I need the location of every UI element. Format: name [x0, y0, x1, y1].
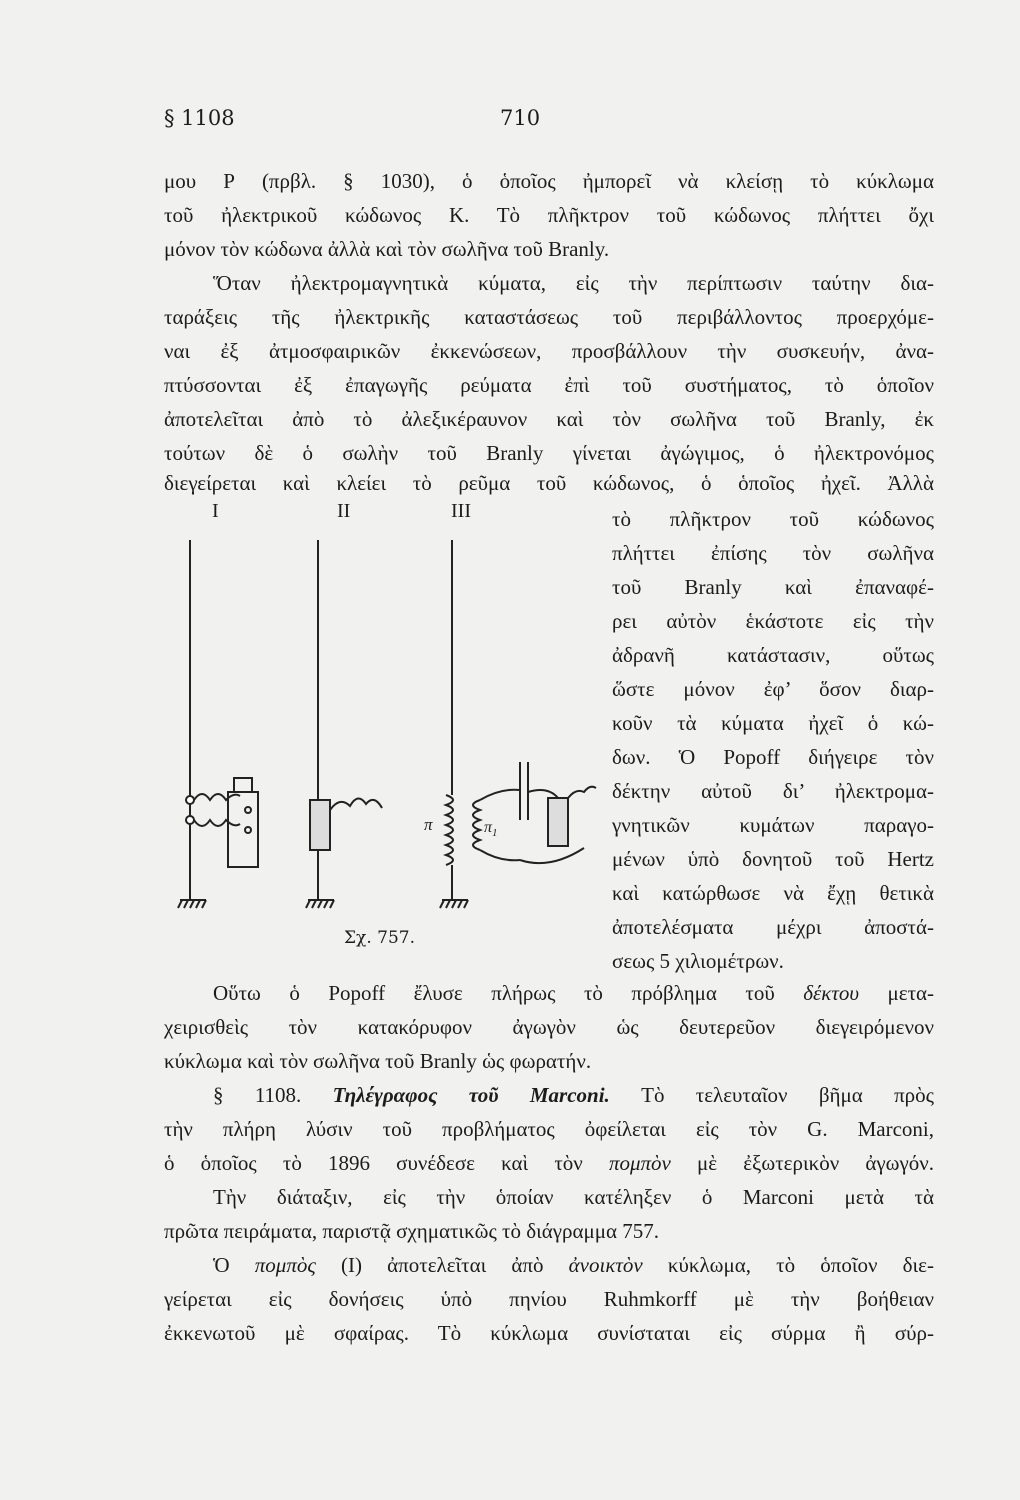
- side-text-line: μένων ὑπὸ δονητοῦ τοῦ Hertz: [612, 847, 934, 871]
- text-run: (I) ἀποτελεῖται ἀπὸ: [315, 1253, 569, 1277]
- section-heading-line: [213, 1080, 934, 1110]
- text-line: διεγείρεται καὶ κλείει τὸ ρεῦμα τοῦ κώδωνος, ὁ ὁποῖος ἠχεῖ. Ἀλλὰ: [164, 471, 934, 495]
- side-text-line: τὸ πλῆκτρον τοῦ κώδωνος: [612, 507, 934, 531]
- coherer-II: [310, 800, 330, 850]
- side-text-line: δων. Ὁ Popoff διήγειρε τὸν: [612, 745, 934, 769]
- text-line: πρῶτα πειράματα, παριστᾷ σχηματικῶς τὸ διάγραμμα 757.: [164, 1219, 660, 1243]
- text-line: ταράξεις τῆς ἠλεκτρικῆς καταστάσεως τοῦ περιβάλλοντος προερχόμε-: [164, 305, 934, 329]
- pi-label: π: [424, 815, 433, 834]
- side-text-line: κοῦν τὰ κύματα ἠχεῖ ὁ κώ-: [612, 711, 934, 735]
- text-run: ὁ ὁποῖος τὸ 1896 συνέδεσε καὶ τὸν: [164, 1151, 609, 1175]
- text-line: κύκλωμα καὶ τὸν σωλῆνα τοῦ Branly ὡς φωρατήν.: [164, 1049, 592, 1073]
- italic-term: ἀνοικτὸν: [568, 1253, 643, 1277]
- text-line: πτύσσονται ἐξ ἐπαγωγῆς ρεύματα ἐπὶ τοῦ συστήματος, τὸ ὁποῖον: [164, 373, 934, 397]
- spark-ball: [186, 816, 194, 824]
- text-run: μὲ ἐξωτερικὸν ἀγωγόν.: [670, 1151, 934, 1175]
- ruhmkorff-coil: [228, 792, 258, 867]
- page-number: 710: [500, 106, 541, 130]
- text-run: κύκλωμα, τὸ ὁποῖον διε-: [642, 1253, 934, 1277]
- italic-term: πομπὸν: [608, 1151, 671, 1175]
- text-run: Οὕτω ὁ Popoff ἔλυσε πλήρως τὸ πρόβλημα τοῦ: [213, 981, 804, 1005]
- figure-label-I: I: [212, 500, 219, 522]
- text-line: Ὅταν ἠλεκτρομαγνητικὰ κύματα, εἰς τὴν περίπτωσιν ταύτην δια-: [213, 271, 934, 295]
- primary-coil: [446, 795, 453, 865]
- pi1-label: [484, 819, 498, 839]
- side-text-line: ρει αὐτὸν ἑκάστοτε εἰς τὴν: [612, 609, 934, 633]
- text-line: ἐκκενωτοῦ μὲ σφαίρας. Τὸ κύκλωμα συνίσταται εἰς σύρμα ἢ σύρ-: [164, 1321, 934, 1345]
- italic-term: δέκτου: [803, 981, 859, 1005]
- text-line: μόνον τὸν κώδωνα ἀλλὰ καὶ τὸν σωλῆνα τοῦ Branly.: [164, 237, 610, 261]
- section-number: § 1108: [164, 106, 235, 130]
- pi1-subscript: 1: [492, 827, 498, 839]
- marconi-diagram: [170, 530, 610, 930]
- side-text-line: ἀδρανῆ κατάστασιν, οὕτως: [612, 643, 934, 667]
- side-text-line: σεως 5 χιλιομέτρων.: [612, 949, 784, 973]
- figure-caption: Σχ. 757.: [344, 928, 415, 948]
- text-line: τούτων δὲ ὁ σωλὴν τοῦ Branly γίνεται ἀγώγιμος, ὁ ἠλεκτρονόμος: [164, 441, 934, 465]
- text-line: [213, 978, 934, 1008]
- text-line: [164, 1148, 934, 1178]
- text-line: χειρισθεὶς τὸν κατακόρυφον ἀγωγὸν ὡς δευτερεῦον διεγειρόμενον: [164, 1015, 934, 1039]
- side-text-line: ὥστε μόνον ἐφ’ ὅσον διαρ-: [612, 677, 934, 701]
- secondary-coil: [473, 800, 480, 850]
- text-run: Ὁ: [213, 1253, 255, 1277]
- pi1-letter: π: [484, 819, 493, 836]
- text-line: γείρεται εἰς δονήσεις ὑπὸ πηνίου Ruhmkorff μὲ τὴν βοήθειαν: [164, 1287, 934, 1311]
- text-run: Τὸ τελευταῖον βῆμα πρὸς: [609, 1083, 934, 1107]
- side-text-line: καὶ κατώρθωσε νὰ ἔχῃ θετικὰ: [612, 881, 934, 905]
- text-line: Τὴν διάταξιν, εἰς τὴν ὁποίαν κατέληξεν ὁ Marconi μετὰ τὰ: [213, 1185, 934, 1209]
- side-text-line: πλήττει ἐπίσης τὸν σωλῆνα: [612, 541, 934, 565]
- side-text-line: δέκτην αὐτοῦ δι’ ἠλεκτρομα-: [612, 779, 934, 803]
- text-line: [213, 1250, 934, 1280]
- side-text-line: ἀποτελέσματα μέχρι ἀποστά-: [612, 915, 934, 939]
- figure-label-III: III: [451, 500, 471, 522]
- coherer-III: [548, 798, 568, 846]
- text-line: ἀποτελεῖται ἀπὸ τὸ ἀλεξικέραυνον καὶ τὸν σωλῆνα τοῦ Branly, ἐκ: [164, 407, 934, 431]
- italic-term: πομπὸς: [254, 1253, 316, 1277]
- side-text-line: γνητικῶν κυμάτων παραγο-: [612, 813, 934, 837]
- text-line: μου Ρ (πρβλ. § 1030), ὁ ὁποῖος ἠμπορεῖ νὰ κλείσῃ τὸ κύκλωμα: [164, 169, 934, 193]
- side-text-line: τοῦ Branly καὶ ἐπαναφέ-: [612, 575, 934, 599]
- section-number: § 1108.: [213, 1083, 333, 1107]
- spark-ball: [186, 796, 194, 804]
- text-run: μετα-: [859, 981, 935, 1005]
- text-line: ναι ἐξ ἀτμοσφαιρικῶν ἐκκενώσεων, προσβάλλουν τὴν συσκευήν, ἀνα-: [164, 339, 934, 363]
- text-line: τὴν πλήρη λύσιν τοῦ προβλήματος ὀφείλεται εἰς τὸν G. Marconi,: [164, 1117, 934, 1141]
- text-line: τοῦ ἠλεκτρικοῦ κώδωνος Κ. Τὸ πλῆκτρον τοῦ κώδωνος πλήττει ὄχι: [164, 203, 934, 227]
- figure-label-II: II: [337, 500, 351, 522]
- section-title: Τηλέγραφος τοῦ Marconi.: [332, 1083, 610, 1107]
